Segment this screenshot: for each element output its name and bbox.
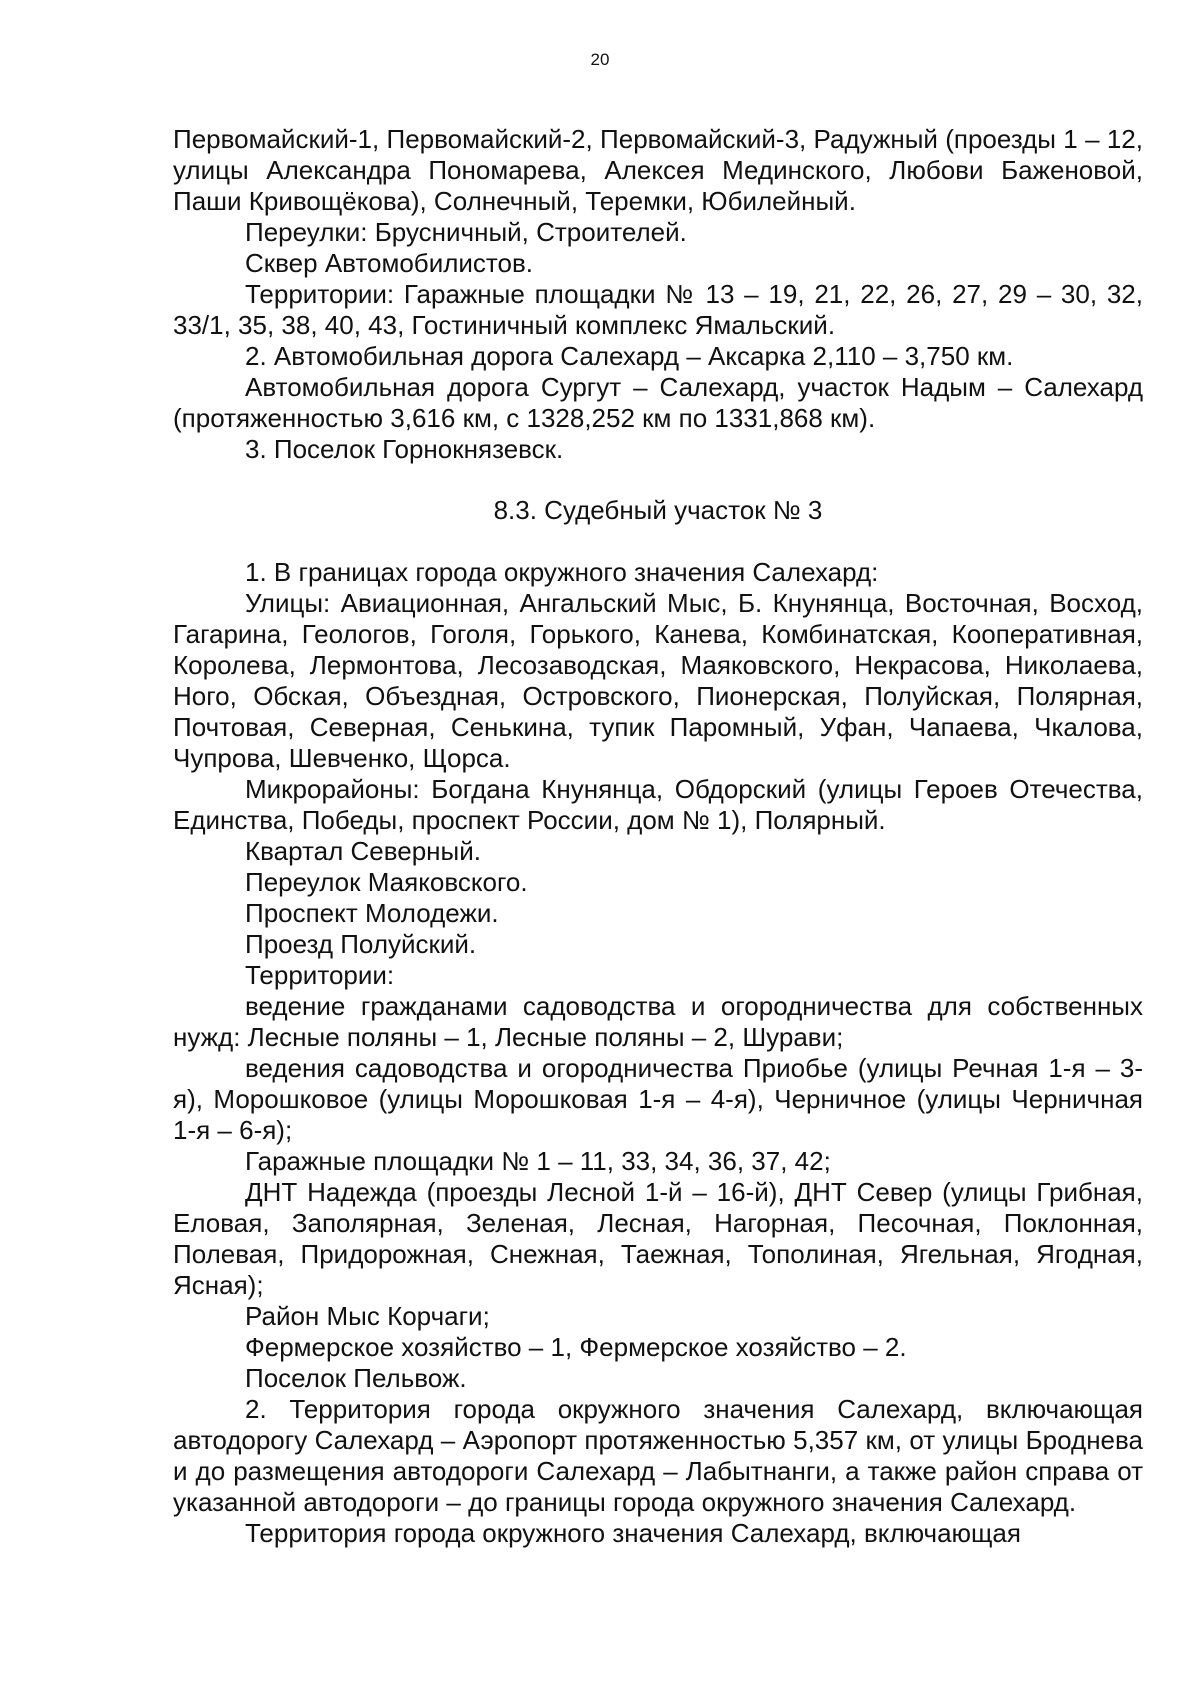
paragraph-dnt: ДНТ Надежда (проезды Лесной 1-й – 16-й), ДНТ Север (улицы Грибная, Еловая, Заполярная, Зеленая, Лесная, Нагорная, Песочная, Поклонная, Полевая, Придорожная, Снежная, Таежная, Тополиная, Ягельная, Ягодная, Ясная); [173, 1177, 1143, 1300]
paragraph-districts-continued: Первомайский-1, Первомайский-2, Первомайский-3, Радужный (проезды 1 – 12, улицы Александра Пономарева, Алексея Мединского, Любови Баженовой, Паши Кривощёкова), Солнечный, Теремки, Юбилейный. [173, 124, 1143, 216]
paragraph-lane: Переулок Маяковского. [245, 867, 528, 897]
paragraph-farms: Фермерское хозяйство – 1, Фермерское хозяйство – 2. [245, 1332, 907, 1362]
paragraph-lanes: Переулки: Брусничный, Строителей. [245, 217, 687, 247]
section-heading: 8.3. Судебный участок № 3 [493, 495, 823, 525]
paragraph-microdistricts: Микрорайоны: Богдана Кнунянца, Обдорский (улицы Героев Отечества, Единства, Победы, проспект России, дом № 1), Полярный. [173, 774, 1143, 835]
paragraph-territories: Территории: Гаражные площадки № 13 – 19, 21, 22, 26, 27, 29 – 30, 32, 33/1, 35, 38, 40, 43, Гостиничный комплекс Ямальский. [173, 279, 1143, 340]
paragraph-airport-road: 2. Территория города окружного значения Салехард, включающая автодорогу Салехард – Аэропорт протяженностью 5,357 км, от улицы Броднева и до размещения автодороги Салехард – Лабытнанги, а также район справа от указанной автодороги – до границы города окружного значения Салехард. [173, 1394, 1143, 1517]
paragraph-territory-continued: Территория города окружного значения Салехард, включающая [245, 1518, 1021, 1548]
paragraph-avenue: Проспект Молодежи. [245, 898, 499, 928]
paragraph-gardening-own-needs: ведение гражданами садоводства и огородничества для собственных нужд: Лесные поляны – 1, Лесные поляны – 2, Шурави; [173, 991, 1143, 1052]
paragraph-pelvozh: Поселок Пельвож. [245, 1363, 467, 1393]
paragraph-passage: Проезд Полуйский. [245, 929, 477, 959]
page-number: 20 [590, 50, 610, 69]
paragraph-city-bounds: 1. В границах города окружного значения Салехард: [245, 557, 879, 587]
paragraph-square: Сквер Автомобилистов. [245, 248, 534, 278]
paragraph-gornoknyazevsk: 3. Поселок Горнокнязевск. [245, 434, 564, 464]
paragraph-road-surgut: Автомобильная дорога Сургут – Салехард, участок Надым – Салехард (протяженностью 3,616 км, с 1328,252 км по 1331,868 км). [173, 372, 1143, 433]
paragraph-territories-heading: Территории: [245, 960, 395, 990]
paragraph-streets: Улицы: Авиационная, Ангальский Мыс, Б. Кнунянца, Восточная, Восход, Гагарина, Геологов, Гоголя, Горького, Канева, Комбинатская, Кооперативная, Королева, Лермонтова, Лесозаводская, Маяковского, Некрасова, Николаева, Ного, Обская, Объездная, Островского, Пионерская, Полуйская, Полярная, Почтовая, Северная, Сенькина, тупик Паромный, Уфан, Чапаева, Чкалова, Чупрова, Шевченко, Щорса. [173, 588, 1143, 773]
document-body [173, 124, 1143, 1549]
paragraph-road-aksarka: 2. Автомобильная дорога Салехард – Аксарка 2,110 – 3,750 км. [245, 341, 1014, 371]
paragraph-quarter: Квартал Северный. [245, 836, 481, 866]
paragraph-garages: Гаражные площадки № 1 – 11, 33, 34, 36, 37, 42; [245, 1146, 831, 1176]
paragraph-korchagi: Район Мыс Корчаги; [245, 1301, 490, 1331]
paragraph-gardening-priobye: ведения садоводства и огородничества Приобье (улицы Речная 1-я – 3-я), Морошковое (улицы Морошковая 1-я – 4-я), Черничное (улицы Черничная 1-я – 6-я); [173, 1053, 1143, 1145]
